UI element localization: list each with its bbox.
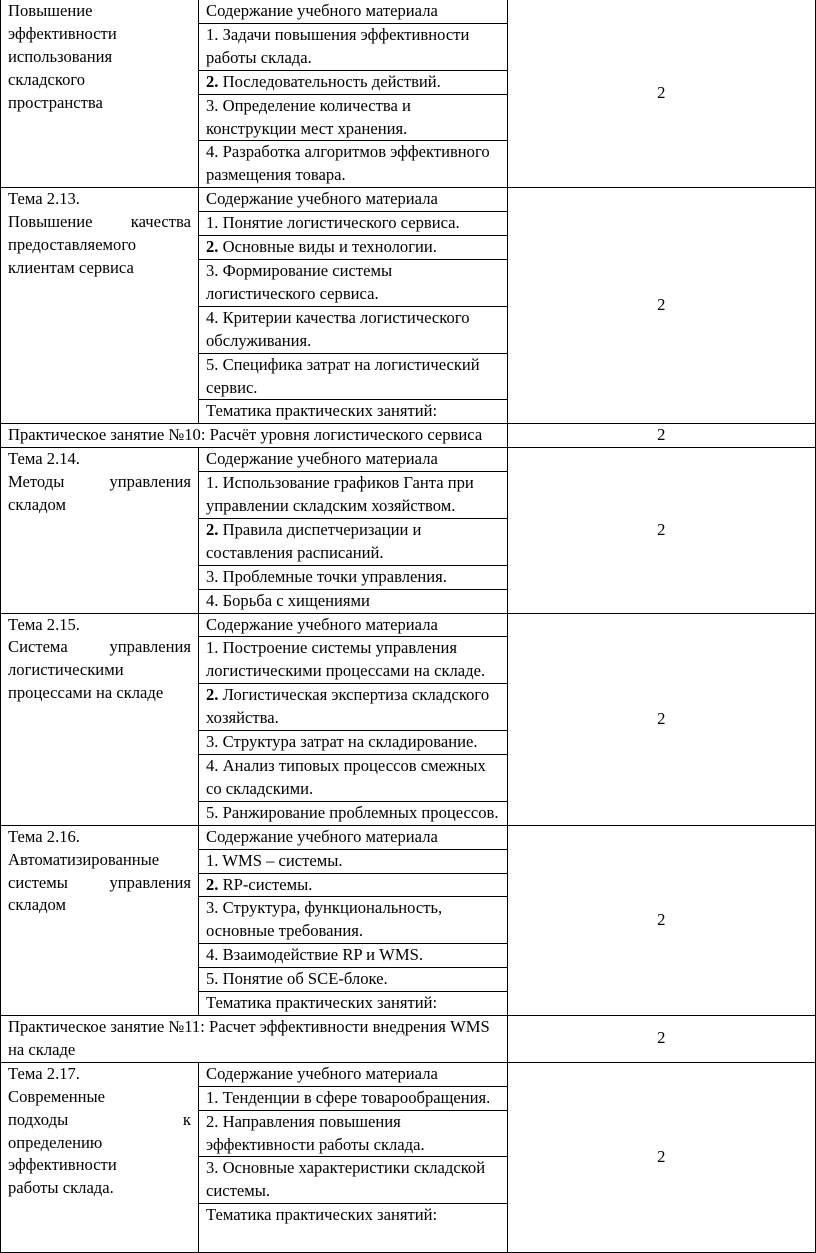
item-text: Структура, функциональность, основные требования.: [206, 898, 443, 941]
content-item: [199, 801, 508, 825]
topic-title-line: Тема 2.14.: [8, 449, 80, 469]
content-item: [199, 755, 508, 802]
practice-row: [1, 424, 816, 448]
item-text: Логистическая экспертиза складского хозяйства.: [206, 685, 490, 728]
content-item: [199, 873, 508, 897]
content-item: [199, 141, 508, 188]
topic-title-cell: [1, 0, 199, 188]
topic-title-line: подходы к: [8, 1109, 191, 1129]
topic-title-cell: [1, 825, 199, 1015]
item-number: 1.: [206, 473, 219, 493]
item-text: Анализ типовых процессов смежных со складскими.: [206, 756, 486, 798]
content-item: [199, 70, 508, 94]
item-text: Критерии качества логистического обслуживания.: [206, 307, 470, 350]
table-row: [1, 825, 816, 849]
content-item: [199, 589, 508, 613]
item-number: 2.: [206, 519, 219, 539]
table-row: [1, 613, 816, 637]
item-number: 3.: [206, 898, 219, 918]
topic-title-cell: [1, 188, 199, 424]
item-text: Построение системы управления логистическими процессами на складе.: [206, 638, 486, 681]
item-text: Борьба с хищениями: [218, 590, 370, 610]
item-number: 3.: [206, 732, 219, 752]
item-text: Задачи повышения эффективности работы склада.: [206, 24, 470, 67]
content-item: [199, 897, 508, 944]
item-text: RP-системы.: [218, 874, 313, 894]
item-number: 5.: [206, 969, 219, 989]
item-text: Тематика практических занятий:: [206, 1205, 438, 1225]
item-text: Направления повышения эффективности работы склада.: [206, 1111, 425, 1154]
item-text: Содержание учебного материала: [206, 614, 438, 634]
item-number: 2.: [206, 237, 219, 257]
content-item: [199, 94, 508, 141]
topic-title-line: Тема 2.17.: [8, 1063, 80, 1083]
topic-title-line: складом: [8, 895, 66, 915]
content-item: [199, 518, 508, 565]
item-number: 4.: [206, 945, 219, 965]
item-text: Тенденции в сфере товарообращения.: [218, 1087, 491, 1107]
topic-title-line: складского: [8, 69, 86, 89]
topic-title-line: Автоматизированные: [8, 849, 160, 869]
item-number: 1.: [206, 24, 219, 44]
content-item: [199, 1157, 508, 1204]
topic-title-line: предоставляемого: [8, 235, 137, 255]
item-text: WMS – системы.: [218, 850, 343, 870]
item-number: 3.: [206, 566, 219, 586]
practice-title: Практическое занятие №10: Расчёт уровня логистического сервиса: [1, 424, 508, 448]
content-item: [199, 684, 508, 731]
topic-title-line: эффективности: [8, 23, 117, 43]
topic-title-cell: [1, 613, 199, 825]
item-text: Проблемные точки управления.: [218, 566, 447, 586]
content-item: [199, 472, 508, 519]
item-text: Разработка алгоритмов эффективного размещения товара.: [206, 142, 490, 185]
item-number: 4.: [206, 756, 219, 775]
topic-title-line: Тема 2.13.: [8, 189, 80, 209]
item-number: 1.: [206, 213, 219, 233]
item-text: Основные характеристики складской системы.: [206, 1158, 486, 1201]
item-number: 4.: [206, 307, 219, 327]
topic-title-line: процессами на складе: [8, 683, 164, 703]
content-item: [199, 23, 508, 70]
hours-cell: 2: [507, 1015, 816, 1062]
item-text: Содержание учебного материала: [206, 826, 438, 846]
item-text: Ранжирование проблемных процессов.: [218, 802, 499, 822]
topic-title-line: работы склада.: [8, 1178, 114, 1198]
item-text: Взаимодействие RP и WMS.: [218, 945, 423, 965]
item-number: 1.: [206, 850, 219, 870]
topic-title-line: Система управления: [8, 637, 191, 657]
content-item: [199, 1062, 508, 1086]
content-item: [199, 236, 508, 260]
item-text: Тематика практических занятий:: [206, 401, 438, 421]
item-text: Правила диспетчеризации и составления расписаний.: [206, 519, 422, 562]
practice-row: [1, 1015, 816, 1062]
topic-title-line: системы управления: [8, 872, 191, 892]
content-item: [199, 968, 508, 992]
content-item: [199, 1086, 508, 1110]
item-number: 1.: [206, 1087, 219, 1107]
topic-title-line: Повышение качества: [8, 212, 191, 232]
item-text: Основные виды и технологии.: [218, 237, 437, 257]
item-text: Содержание учебного материала: [206, 189, 438, 209]
item-text: Содержание учебного материала: [206, 1063, 438, 1083]
topic-title-line: эффективности: [8, 1155, 117, 1175]
content-item: [199, 849, 508, 873]
content-item: [199, 825, 508, 849]
content-item: [199, 731, 508, 755]
item-text: Понятие об SCE-блоке.: [218, 969, 388, 989]
item-number: 4.: [206, 142, 219, 162]
item-text: Структура затрат на складирование.: [218, 732, 478, 752]
item-number: 2.: [206, 1111, 219, 1131]
item-text: Тематика практических занятий:: [206, 993, 438, 1013]
item-text: Определение количества и конструкции мест хранения.: [206, 95, 411, 138]
item-text: Последовательность действий.: [218, 71, 441, 91]
topic-title-line: использования: [8, 46, 113, 66]
content-item: [199, 992, 508, 1016]
item-text: Использование графиков Ганта при управлении складским хозяйством.: [206, 473, 474, 516]
content-item: [199, 306, 508, 353]
topic-title-line: Повышение: [8, 1, 93, 20]
content-item: [199, 212, 508, 236]
topic-title-cell: [1, 448, 199, 613]
topic-title-line: складом: [8, 495, 66, 515]
topic-title-cell: [1, 1062, 199, 1252]
item-text: Формирование системы логистического сервиса.: [206, 260, 393, 303]
hours-cell: 2: [507, 448, 816, 613]
topic-title-line: клиентам сервиса: [8, 257, 134, 277]
topic-title-line: логистическими: [8, 660, 124, 680]
content-item: [199, 0, 508, 23]
item-number: 3.: [206, 260, 219, 280]
item-number: 1.: [206, 638, 219, 658]
content-item: [199, 637, 508, 684]
content-item: [199, 188, 508, 212]
item-number: 5.: [206, 802, 219, 822]
item-text: Содержание учебного материала: [206, 1, 438, 20]
content-item: [199, 448, 508, 472]
table-row: [1, 448, 816, 472]
item-text: Специфика затрат на логистический сервис.: [206, 354, 480, 397]
topic-title-line: Тема 2.16.: [8, 826, 80, 846]
content-item: [199, 1110, 508, 1157]
content-item: [199, 565, 508, 589]
content-item: [199, 1204, 508, 1253]
topic-title-line: пространства: [8, 92, 103, 112]
hours-cell: 2: [507, 825, 816, 1015]
item-number: 5.: [206, 354, 219, 374]
item-number: 3.: [206, 95, 219, 115]
content-item: [199, 353, 508, 400]
topic-title-line: Методы управления: [8, 472, 191, 492]
hours-cell: 2: [507, 613, 816, 825]
item-number: 2.: [206, 874, 219, 894]
hours-cell: 2: [507, 424, 816, 448]
practice-title: Практическое занятие №11: Расчет эффективности внедрения WMS на складе: [1, 1015, 508, 1062]
content-item: [199, 259, 508, 306]
item-number: 3.: [206, 1158, 219, 1178]
topic-title-line: определению: [8, 1132, 103, 1152]
item-text: Понятие логистического сервиса.: [218, 213, 460, 233]
hours-cell: 2: [507, 0, 816, 188]
hours-cell: 2: [507, 188, 816, 424]
topic-title-line: Современные: [8, 1086, 106, 1106]
table-row: [1, 1062, 816, 1086]
item-number: 4.: [206, 590, 219, 610]
content-item: [199, 613, 508, 637]
content-item: [199, 400, 508, 424]
item-number: 2.: [206, 685, 219, 705]
table-row: [1, 188, 816, 212]
table-row: [1, 0, 816, 23]
topic-title-line: Тема 2.15.: [8, 614, 80, 634]
content-item: [199, 944, 508, 968]
hours-cell: 2: [507, 1062, 816, 1252]
item-number: 2.: [206, 71, 219, 91]
item-text: Содержание учебного материала: [206, 449, 438, 469]
